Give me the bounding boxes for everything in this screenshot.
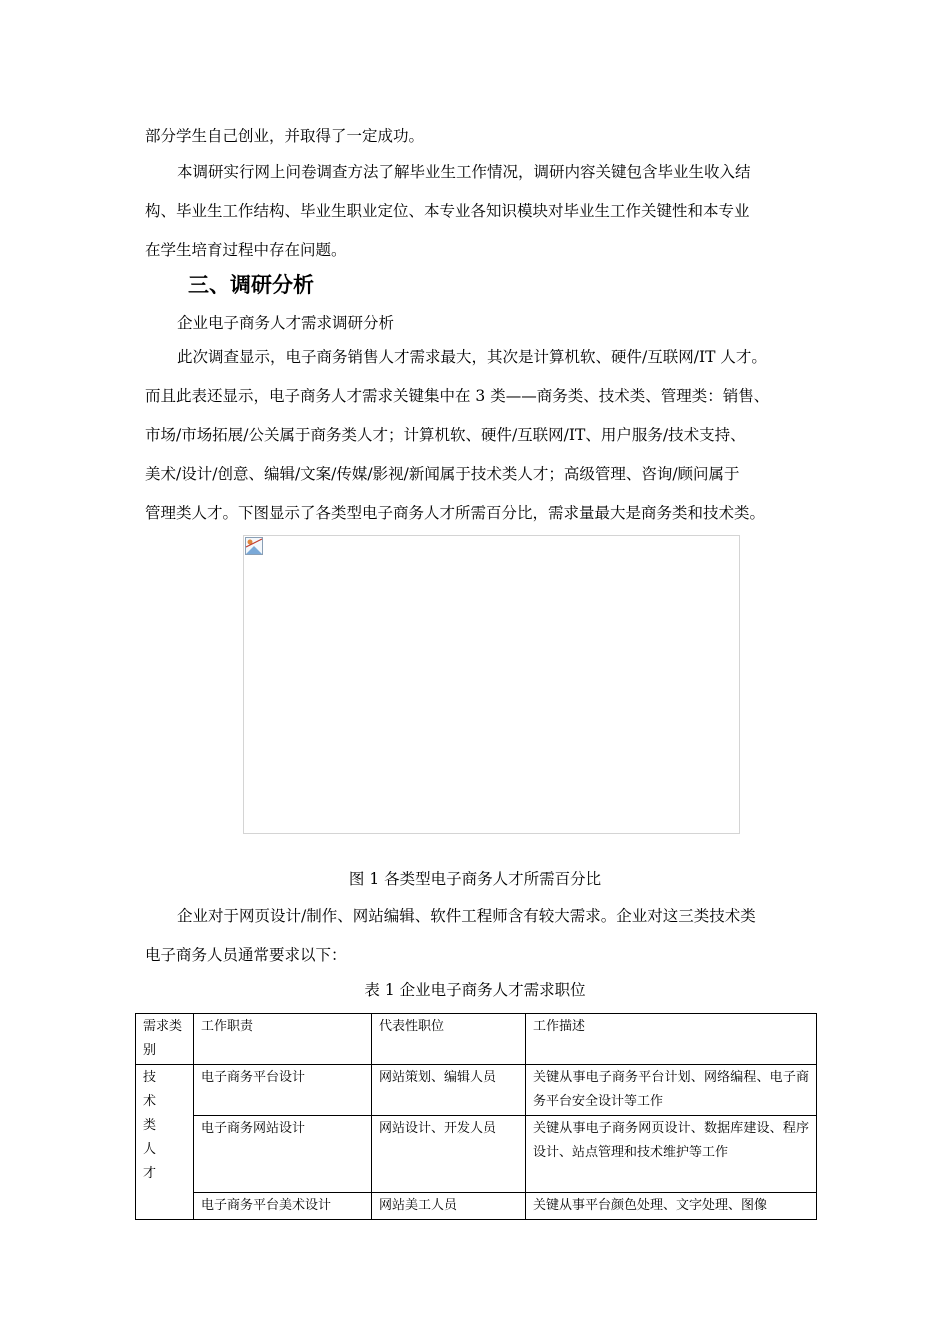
table-header-row [136,1014,817,1065]
paragraph-line: 而且此表还显示，电子商务人才需求关键集中在 3 类——商务类、技术类、管理类：销售、 [145,387,770,405]
paragraph-line: 此次调查显示，电子商务销售人才需求最大，其次是计算机软、硬件/互联网/IT 人才。 [177,348,767,366]
paragraph-line: 电子商务人员通常要求以下： [145,946,347,964]
duty-cell: 电子商务平台设计 [194,1065,372,1116]
subheading: 企业电子商务人才需求调研分析 [177,314,395,332]
position-cell: 网站美工人员 [372,1193,526,1220]
paragraph-line: 管理类人才。下图显示了各类型电子商务人才所需百分比，需求量最大是商务类和技术类。 [145,504,766,522]
broken-image-icon [245,537,263,555]
table-caption: 表 1 企业电子商务人才需求职位 [364,981,586,999]
header-cell: 代表性职位 [372,1014,526,1065]
description-cell: 关键从事平台颜色处理、文字处理、图像 [526,1193,817,1220]
duty-cell: 电子商务平台美术设计 [194,1193,372,1220]
description-cell: 关键从事电子商务网页设计、数据库建设、程序设计、站点管理和技术维护等工作 [526,1116,817,1193]
table-row [136,1193,817,1220]
paragraph-line: 市场/市场拓展/公关属于商务类人才；计算机软、硬件/互联网/IT、用户服务/技术支持、 [145,426,746,444]
figure-placeholder [243,535,740,834]
duty-cell: 电子商务网站设计 [194,1116,372,1193]
figure-caption: 图 1 各类型电子商务人才所需百分比 [348,870,602,888]
paragraph-line: 在学生培育过程中存在问题。 [145,241,347,259]
section-heading: 三、调研分析 [188,273,314,297]
paragraph-line: 美术/设计/创意、编辑/文案/传媒/影视/新闻属于技术类人才；高级管理、咨询/顾问属于 [145,465,740,483]
position-cell: 网站设计、开发人员 [372,1116,526,1193]
header-cell: 需求类别 [136,1014,194,1065]
paragraph-line: 本调研实行网上问卷调查方法了解毕业生工作情况，调研内容关键包含毕业生收入结 [177,163,751,181]
paragraph-line: 部分学生自己创业，并取得了一定成功。 [145,127,425,145]
requirements-table [135,1013,817,1220]
header-cell: 工作描述 [526,1014,817,1065]
category-cell: 技术类人才 [136,1065,194,1220]
description-cell: 关键从事电子商务平台计划、网络编程、电子商务平台安全设计等工作 [526,1065,817,1116]
paragraph-line: 构、毕业生工作结构、毕业生职业定位、本专业各知识模块对毕业生工作关键性和本专业 [145,202,750,220]
header-cell: 工作职责 [194,1014,372,1065]
position-cell: 网站策划、编辑人员 [372,1065,526,1116]
table-row [136,1116,817,1193]
paragraph-line: 企业对于网页设计/制作、网站编辑、软件工程师含有较大需求。企业对这三类技术类 [177,907,756,925]
table-row [136,1065,817,1116]
